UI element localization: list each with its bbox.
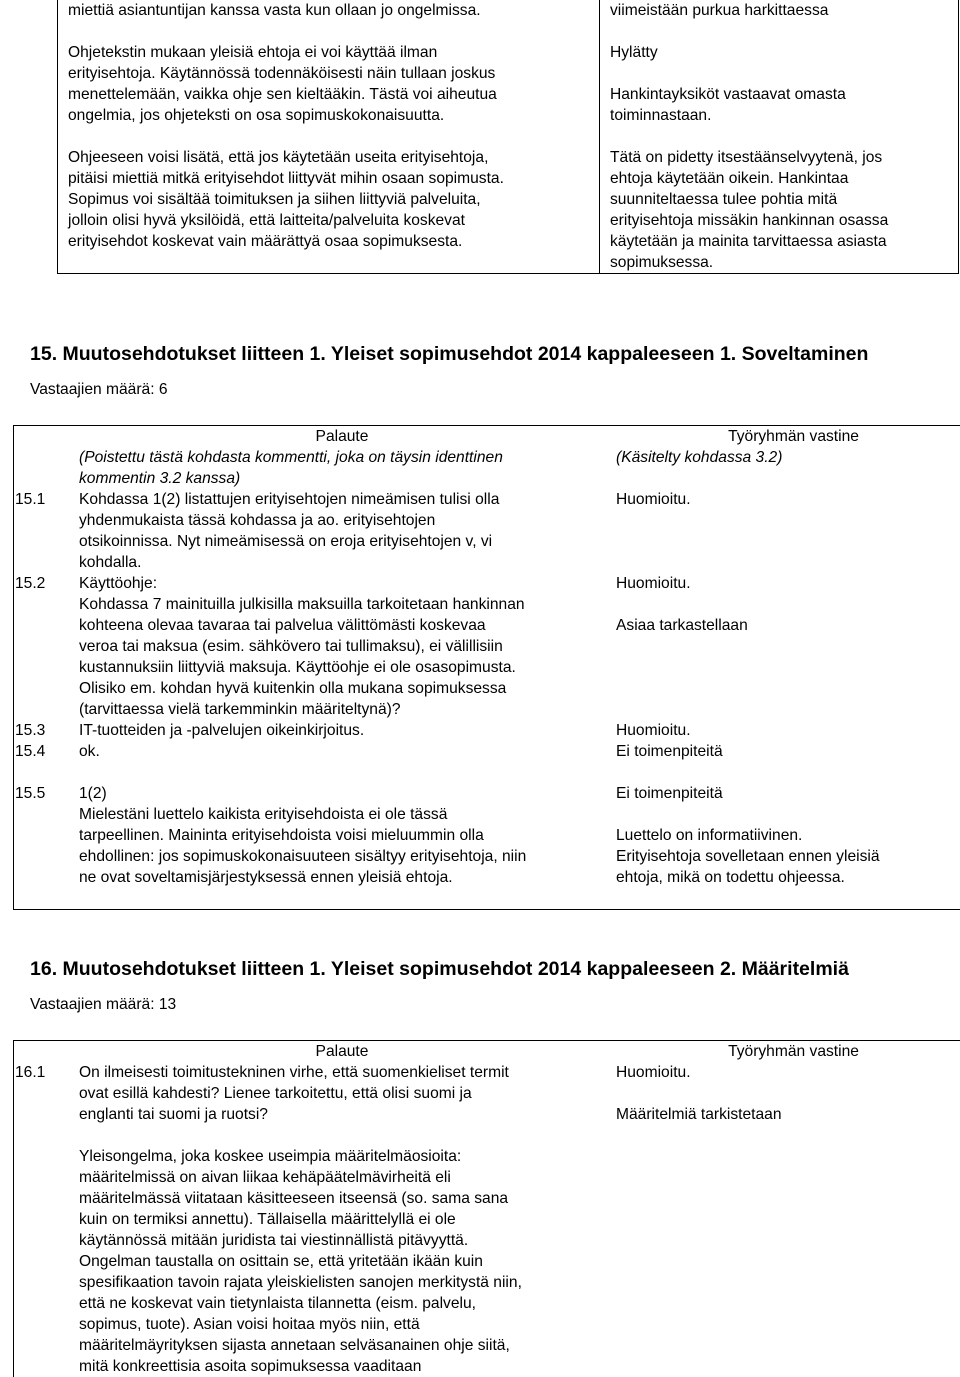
- response-line: Huomioitu.: [616, 720, 960, 741]
- feedback-line: yhdenmukaista tässä kohdassa ja ao. erityisehtojen: [79, 510, 605, 531]
- row-number: 15.4: [14, 741, 80, 783]
- text-line: Hylätty: [610, 42, 948, 63]
- response-cell: [605, 447, 960, 489]
- response-line: Luettelo on informatiivinen.: [616, 825, 960, 846]
- feedback-line: IT-tuotteiden ja -palvelujen oikeinkirjoitus.: [79, 720, 605, 741]
- response-line: Huomioitu.: [616, 1062, 960, 1083]
- section-16-heading: 16. Muutosehdotukset liitteen 1. Yleiset sopimusehdot 2014 kappaleeseen 2. Määritelmiä: [30, 958, 849, 981]
- table-row: [14, 741, 960, 783]
- response-line: Ei toimenpiteitä: [616, 783, 960, 804]
- response-line: Ei toimenpiteitä: [616, 741, 960, 762]
- feedback-line: ok.: [79, 741, 605, 762]
- feedback-line: kohdalla.: [79, 552, 605, 573]
- paragraph: [610, 84, 948, 126]
- table-row: [14, 1062, 960, 1377]
- feedback-cell: [79, 573, 605, 720]
- feedback-line: tarpeellinen. Maininta erityisehdoista voisi mieluummin olla: [79, 825, 605, 846]
- paragraph: [68, 147, 589, 252]
- paragraph: [68, 0, 589, 21]
- header-row: [14, 426, 960, 448]
- response-line: Asiaa tarkastellaan: [616, 615, 960, 636]
- blank-line: [616, 594, 960, 615]
- response-line: ehtoja, mikä on todettu ohjeessa.: [616, 867, 960, 888]
- feedback-cell: [79, 741, 605, 783]
- row-number: 15.5: [14, 783, 80, 910]
- feedback-line: On ilmeisesti toimitustekninen virhe, että suomenkieliset termit: [79, 1062, 605, 1083]
- section-16-feedback-table: [13, 1040, 960, 1377]
- text-line: suunniteltaessa tulee pohtia mitä: [610, 189, 948, 210]
- table-row: [14, 489, 960, 573]
- text-line: jolloin olisi hyvä yksilöidä, että laitteita/palveluita koskevat: [68, 210, 589, 231]
- feedback-line: Ongelman taustalla on osittain se, että yritetään ikään kuin: [79, 1251, 605, 1272]
- text-line: pitäisi miettiä mitkä erityisehdot liittyvät mihin osaan sopimusta.: [68, 168, 589, 189]
- blank-line: [79, 1125, 605, 1146]
- text-line: Ohjeeseen voisi lisätä, että jos käytetään useita erityisehtoja,: [68, 147, 589, 168]
- feedback-line: kuin on termiksi annettu). Tällaisella määrittelyllä ei ole: [79, 1209, 605, 1230]
- feedback-line: 1(2): [79, 783, 605, 804]
- feedback-cell: [79, 720, 605, 741]
- response-column-header: Työryhmän vastine: [605, 1041, 960, 1063]
- feedback-line: kommentin 3.2 kanssa): [79, 468, 605, 489]
- feedback-line: (tarvittaessa vielä tarkemminkin määriteltynä)?: [79, 699, 605, 720]
- number-column-header: [14, 426, 80, 448]
- response-line: Huomioitu.: [616, 573, 960, 594]
- text-line: sopimuksessa.: [610, 252, 948, 273]
- table-row: [14, 720, 960, 741]
- text-line: ongelmia, jos ohjeteksti on osa sopimuskokonaisuutta.: [68, 105, 589, 126]
- section-15-respondent-count: Vastaajien määrä: 6: [30, 379, 168, 400]
- feedback-cell: [79, 1062, 605, 1377]
- response-line: Erityisehtoja sovelletaan ennen yleisiä: [616, 846, 960, 867]
- feedback-line: sopimus, tuote). Asian voisi hoitaa myös niin, että: [79, 1314, 605, 1335]
- text-line: toiminnastaan.: [610, 105, 948, 126]
- text-line: erityisehtoja. Käytännössä todennäköisesti näin tullaan joskus: [68, 63, 589, 84]
- row-number: 15.3: [14, 720, 80, 741]
- response-column-header: Työryhmän vastine: [605, 426, 960, 448]
- paragraph: [68, 42, 589, 126]
- row-number: 16.1: [14, 1062, 80, 1377]
- table-row: [14, 783, 960, 910]
- feedback-line: Käyttöohje:: [79, 573, 605, 594]
- feedback-cell: [79, 783, 605, 910]
- feedback-line: ehdollinen: jos sopimuskokonaisuuteen sisältyy erityisehtoja, niin: [79, 846, 605, 867]
- text-line: Hankintayksiköt vastaavat omasta: [610, 84, 948, 105]
- row-number: 15.1: [14, 489, 80, 573]
- feedback-line: (Poistettu tästä kohdasta kommentti, joka on täysin identtinen: [79, 447, 605, 468]
- feedback-line: kohteena olevaa tavaraa tai palvelua välittömästi koskevaa: [79, 615, 605, 636]
- response-cell: [605, 489, 960, 573]
- feedback-line: että ne koskevat vain tietynlaista tilannetta (eism. palvelu,: [79, 1293, 605, 1314]
- blank-line: [616, 804, 960, 825]
- header-row: [14, 1041, 960, 1063]
- feedback-line: veroa tai maksua (esim. sähkövero tai tullimaksu), ei välillisiin: [79, 636, 605, 657]
- row-number: 15.2: [14, 573, 80, 720]
- feedback-line: ne ovat soveltamisjärjestyksessä ennen yleisiä ehtoja.: [79, 867, 605, 888]
- response-line: (Käsitelty kohdassa 3.2): [616, 447, 960, 468]
- continuation-feedback-cell: [58, 0, 600, 274]
- text-line: viimeistään purkua harkittaessa: [610, 0, 948, 21]
- paragraph: [610, 147, 948, 273]
- number-column-header: [14, 1041, 80, 1063]
- feedback-line: Kohdassa 1(2) listattujen erityisehtojen nimeämisen tulisi olla: [79, 489, 605, 510]
- response-cell: [605, 741, 960, 783]
- feedback-line: otsikoinnissa. Nyt nimeämisessä on eroja erityisehtojen v, vi: [79, 531, 605, 552]
- text-line: miettiä asiantuntijan kanssa vasta kun ollaan jo ongelmissa.: [68, 0, 589, 21]
- response-line: Huomioitu.: [616, 489, 960, 510]
- row-number: [14, 447, 80, 489]
- paragraph: [610, 0, 948, 21]
- feedback-line: käytännössä mitään juridista tai viestinnällistä pitävyyttä.: [79, 1230, 605, 1251]
- feedback-cell: [79, 489, 605, 573]
- feedback-line: kustannuksiin liittyviä maksuja. Käyttöohje ei ole osasopimusta.: [79, 657, 605, 678]
- continuation-table: [57, 0, 959, 274]
- feedback-line: Olisiko em. kohdan hyvä kuitenkin olla mukana sopimuksessa: [79, 678, 605, 699]
- feedback-line: Kohdassa 7 mainituilla julkisilla maksuilla tarkoitetaan hankinnan: [79, 594, 605, 615]
- text-line: erityisehtoja missäkin hankinnan osassa: [610, 210, 948, 231]
- text-line: erityisehdot koskevat vain määrättyä osaa sopimuksesta.: [68, 231, 589, 252]
- text-line: menettelemään, vaikka ohje sen kieltääkin. Tästä voi aiheutua: [68, 84, 589, 105]
- blank-line: [616, 1083, 960, 1104]
- paragraph: [610, 42, 948, 63]
- feedback-cell: [79, 447, 605, 489]
- response-cell: [605, 573, 960, 720]
- feedback-line: Yleisongelma, joka koskee useimpia määritelmäosioita:: [79, 1146, 605, 1167]
- feedback-line: määritelmäyrityksen sijasta annetaan selväsanainen ohje siitä,: [79, 1335, 605, 1356]
- continuation-response-cell: [600, 0, 959, 274]
- text-line: Tätä on pidetty itsestäänselvyytenä, jos: [610, 147, 948, 168]
- intro-row: [14, 447, 960, 489]
- feedback-column-header: Palaute: [79, 1041, 605, 1063]
- feedback-line: mitä konkreettisia asoita sopimuksessa vaaditaan: [79, 1356, 605, 1377]
- feedback-line: spesifikaation tavoin rajata yleiskielisten sanojen merkitystä niin,: [79, 1272, 605, 1293]
- continuation-row: [58, 0, 959, 274]
- section-15-heading: 15. Muutosehdotukset liitteen 1. Yleiset sopimusehdot 2014 kappaleeseen 1. Soveltaminen: [30, 343, 868, 366]
- response-line: Määritelmiä tarkistetaan: [616, 1104, 960, 1125]
- text-line: ehtoja käytetään oikein. Hankintaa: [610, 168, 948, 189]
- feedback-line: määritelmässä viitataan käsitteeseen itseensä (so. sama sana: [79, 1188, 605, 1209]
- feedback-line: ovat esillä kahdesti? Lienee tarkoitettu, että olisi suomi ja: [79, 1083, 605, 1104]
- response-cell: [605, 720, 960, 741]
- section-15-feedback-table: [13, 425, 960, 910]
- feedback-line: määritelmissä on aivan liikaa kehäpäätelmävirheitä eli: [79, 1167, 605, 1188]
- section-16-respondent-count: Vastaajien määrä: 13: [30, 994, 176, 1015]
- response-cell: [605, 1062, 960, 1377]
- response-cell: [605, 783, 960, 910]
- feedback-column-header: Palaute: [79, 426, 605, 448]
- feedback-line: Mielestäni luettelo kaikista erityisehdoista ei ole tässä: [79, 804, 605, 825]
- text-line: Ohjetekstin mukaan yleisiä ehtoja ei voi käyttää ilman: [68, 42, 589, 63]
- feedback-line: englanti tai suomi ja ruotsi?: [79, 1104, 605, 1125]
- text-line: käytetään ja mainita tarvittaessa asiasta: [610, 231, 948, 252]
- text-line: Sopimus voi sisältää toimituksen ja siihen liittyviä palveluita,: [68, 189, 589, 210]
- table-row: [14, 573, 960, 720]
